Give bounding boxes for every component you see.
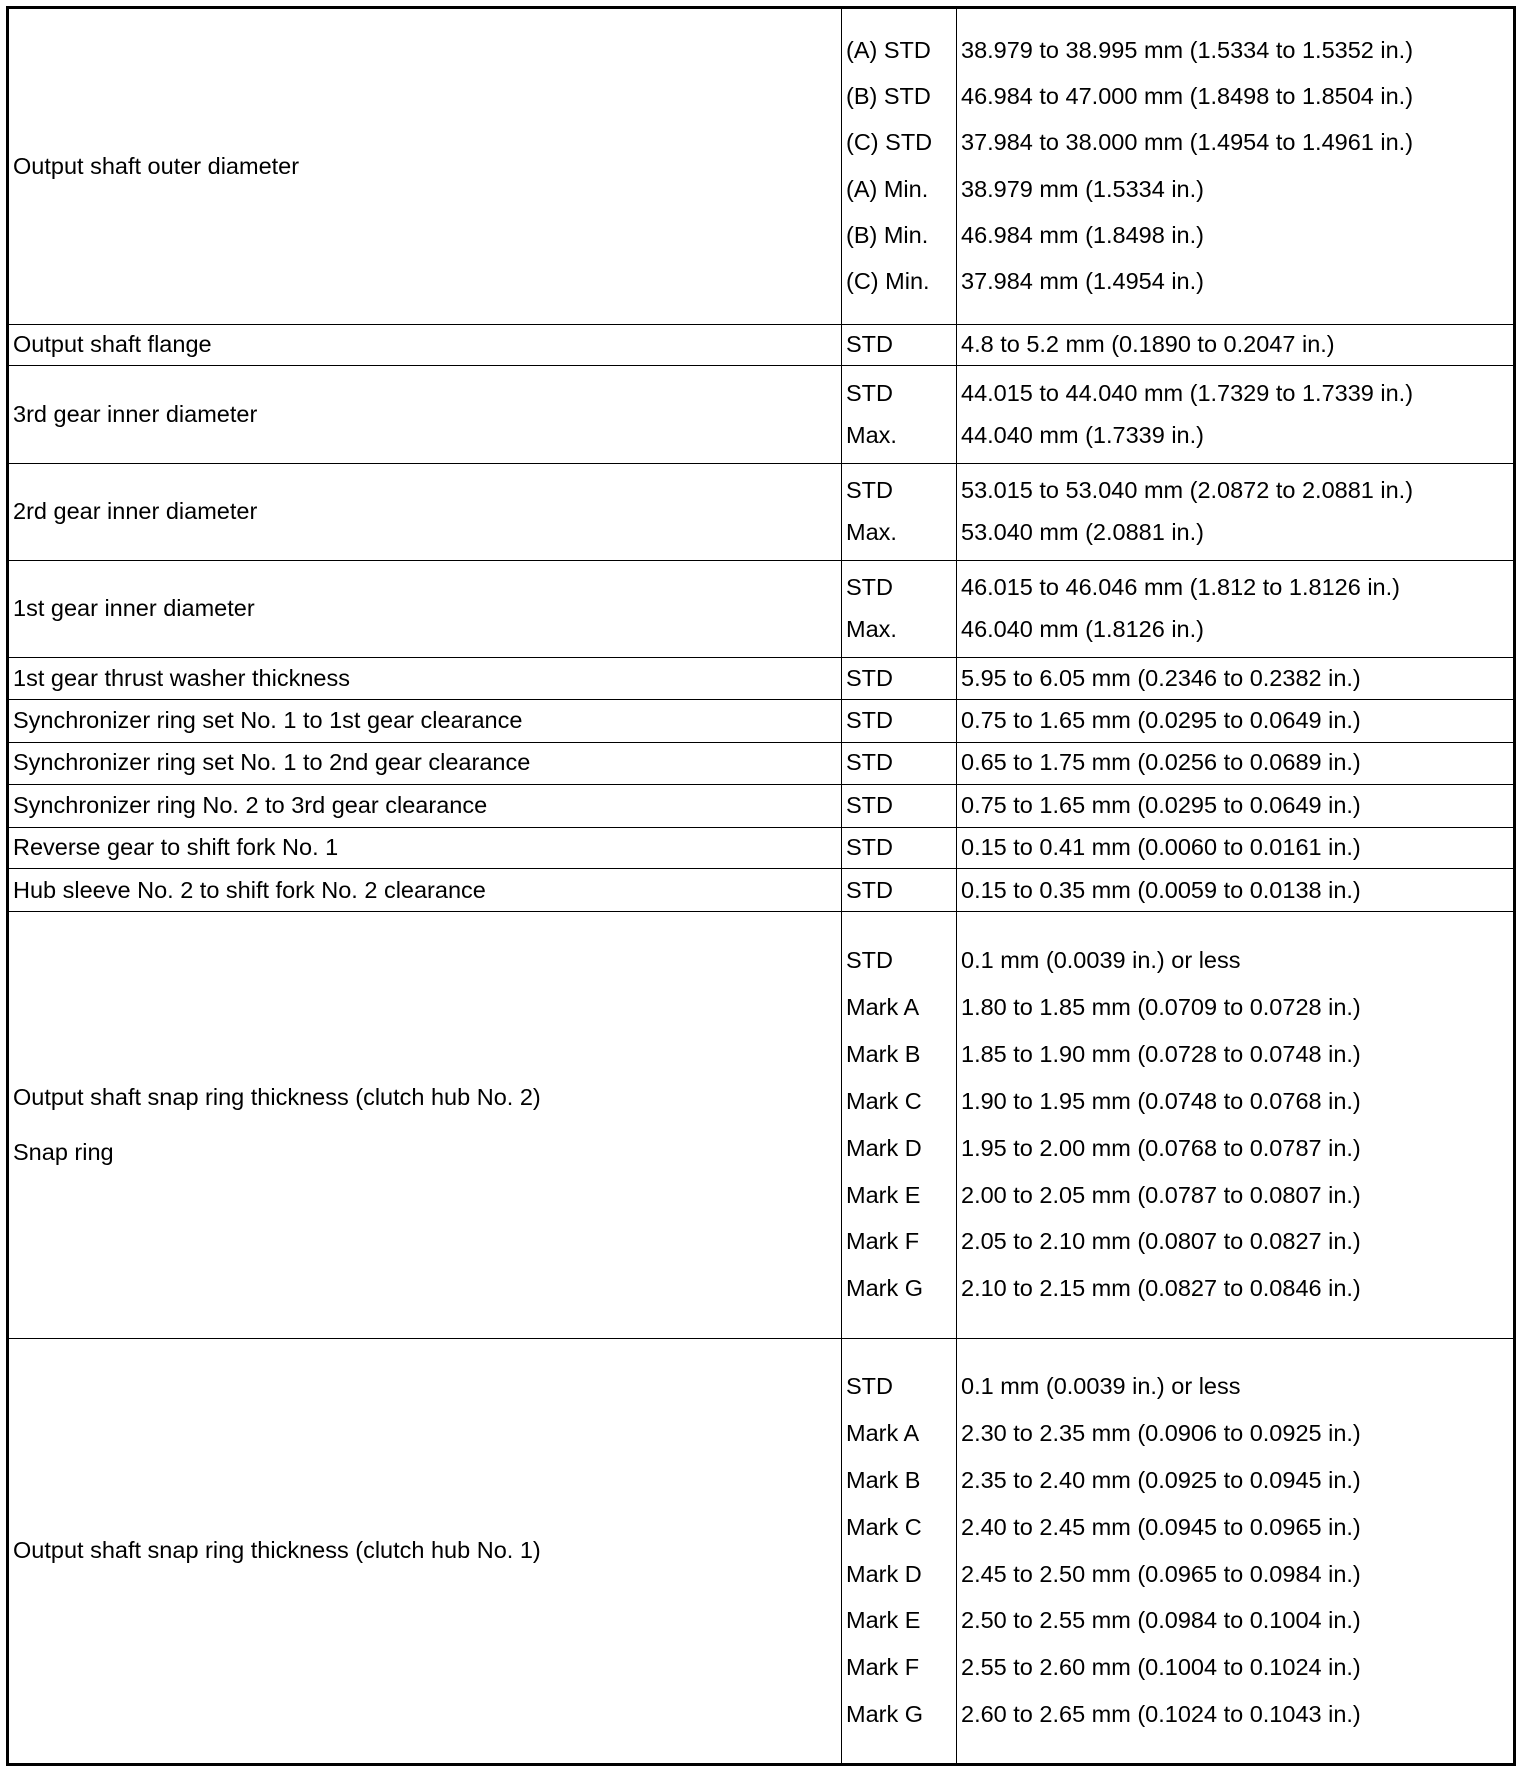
condition-label: Mark E xyxy=(846,1607,921,1634)
condition-cell xyxy=(842,1338,957,1764)
condition-cell xyxy=(842,463,957,560)
item-label: 1st gear thrust washer thickness xyxy=(13,664,350,691)
item-label: Output shaft outer diameter xyxy=(13,152,300,179)
table-row xyxy=(8,463,1515,560)
spec-value: 2.35 to 2.40 mm (0.0925 to 0.0945 in.) xyxy=(961,1466,1361,1493)
condition-label: Mark G xyxy=(846,1275,924,1302)
spec-value: 2.05 to 2.10 mm (0.0807 to 0.0827 in.) xyxy=(961,1228,1361,1255)
spec-value: 46.984 to 47.000 mm (1.8498 to 1.8504 in.) xyxy=(961,83,1414,110)
item-cell xyxy=(8,912,842,1338)
value-list xyxy=(961,703,1513,739)
condition-label: Mark A xyxy=(846,994,920,1021)
condition-list xyxy=(846,746,956,781)
item-cell xyxy=(8,784,842,827)
item-cell xyxy=(8,742,842,784)
value-list xyxy=(961,938,1513,1313)
condition-label: STD xyxy=(846,331,893,358)
spec-value: 1.85 to 1.90 mm (0.0728 to 0.0748 in.) xyxy=(961,1040,1361,1067)
spec-value: 2.45 to 2.50 mm (0.0965 to 0.0984 in.) xyxy=(961,1560,1361,1587)
value-list xyxy=(961,327,1513,362)
condition-label: Mark B xyxy=(846,1466,921,1493)
item-label: Output shaft snap ring thickness (clutch hub No. 2) xyxy=(13,1083,541,1110)
spec-value: 2.30 to 2.35 mm (0.0906 to 0.0925 in.) xyxy=(961,1419,1361,1446)
item-label: Synchronizer ring set No. 1 to 2nd gear clearance xyxy=(13,749,531,776)
condition-label: STD xyxy=(846,1373,893,1399)
item-label: 3rd gear inner diameter xyxy=(13,400,258,427)
value-list xyxy=(961,27,1513,305)
value-cell xyxy=(957,8,1515,325)
spec-value: 2.55 to 2.60 mm (0.1004 to 0.1024 in.) xyxy=(961,1654,1361,1681)
value-list xyxy=(961,831,1513,866)
item-label: 2rd gear inner diameter xyxy=(13,497,258,524)
condition-label: STD xyxy=(846,707,893,734)
spec-value: 2.60 to 2.65 mm (0.1024 to 0.1043 in.) xyxy=(961,1701,1361,1728)
spec-value: 0.75 to 1.65 mm (0.0295 to 0.0649 in.) xyxy=(961,791,1361,818)
item-cell xyxy=(8,560,842,657)
value-list xyxy=(961,661,1513,696)
spec-value: 44.040 mm (1.7339 in.) xyxy=(961,421,1204,448)
item-cell xyxy=(8,8,842,325)
condition-cell xyxy=(842,658,957,700)
condition-label: STD xyxy=(846,791,893,818)
spec-value: 5.95 to 6.05 mm (0.2346 to 0.2382 in.) xyxy=(961,664,1361,691)
value-cell xyxy=(957,324,1515,366)
condition-list xyxy=(846,373,956,457)
value-list xyxy=(961,1363,1513,1738)
condition-label: Mark E xyxy=(846,1181,921,1208)
condition-label: Mark A xyxy=(846,1419,920,1446)
table-row xyxy=(8,742,1515,784)
value-list xyxy=(961,746,1513,781)
spec-value: 1.80 to 1.85 mm (0.0709 to 0.0728 in.) xyxy=(961,994,1361,1021)
item-label: Reverse gear to shift fork No. 1 xyxy=(13,834,339,861)
condition-list xyxy=(846,327,956,362)
table-row xyxy=(8,1338,1515,1764)
value-list xyxy=(961,470,1513,554)
condition-label: STD xyxy=(846,749,893,776)
condition-label: STD xyxy=(846,876,893,903)
item-cell xyxy=(8,869,842,912)
condition-list xyxy=(846,661,956,696)
condition-cell xyxy=(842,324,957,366)
value-cell xyxy=(957,366,1515,463)
item-cell xyxy=(8,324,842,366)
item-label: Snap ring xyxy=(13,1138,114,1165)
condition-label: STD xyxy=(846,476,893,503)
item-cell xyxy=(8,366,842,463)
spec-value: 37.984 mm (1.4954 in.) xyxy=(961,268,1204,295)
condition-cell xyxy=(842,784,957,827)
condition-label: (A) STD xyxy=(846,36,931,63)
condition-list xyxy=(846,567,956,651)
value-cell xyxy=(957,699,1515,742)
condition-label: STD xyxy=(846,947,893,974)
condition-label: STD xyxy=(846,574,893,601)
condition-label: (A) Min. xyxy=(846,175,929,202)
item-label: Output shaft snap ring thickness (clutch hub No. 1) xyxy=(13,1537,541,1564)
spec-value: 4.8 to 5.2 mm (0.1890 to 0.2047 in.) xyxy=(961,331,1335,358)
spec-value: 44.015 to 44.040 mm (1.7329 to 1.7339 in.) xyxy=(961,379,1414,406)
item-cell xyxy=(8,658,842,700)
spec-value: 1.90 to 1.95 mm (0.0748 to 0.0768 in.) xyxy=(961,1087,1361,1114)
table-row xyxy=(8,366,1515,463)
condition-cell xyxy=(842,560,957,657)
condition-cell xyxy=(842,742,957,784)
condition-cell xyxy=(842,827,957,869)
spec-table-body xyxy=(8,8,1515,1765)
table-row xyxy=(8,912,1515,1338)
condition-label: STD xyxy=(846,834,893,861)
condition-label: Mark F xyxy=(846,1654,920,1681)
condition-label: Mark D xyxy=(846,1560,922,1587)
condition-label: Mark G xyxy=(846,1701,924,1728)
item-cell xyxy=(8,827,842,869)
condition-label: (B) STD xyxy=(846,83,931,110)
condition-list xyxy=(846,938,956,1313)
item-label: Hub sleeve No. 2 to shift fork No. 2 clearance xyxy=(13,876,486,903)
spec-value: 1.95 to 2.00 mm (0.0768 to 0.0787 in.) xyxy=(961,1134,1361,1161)
condition-label: (B) Min. xyxy=(846,222,929,248)
condition-label: Mark C xyxy=(846,1087,922,1114)
value-cell xyxy=(957,463,1515,560)
condition-cell xyxy=(842,912,957,1338)
item-lines xyxy=(13,1070,841,1180)
spec-value: 46.984 mm (1.8498 in.) xyxy=(961,222,1204,248)
condition-cell xyxy=(842,366,957,463)
item-cell xyxy=(8,463,842,560)
value-cell xyxy=(957,1338,1515,1764)
value-cell xyxy=(957,912,1515,1338)
spec-value: 38.979 mm (1.5334 in.) xyxy=(961,175,1204,202)
value-cell xyxy=(957,658,1515,700)
condition-label: (C) STD xyxy=(846,129,933,156)
condition-list xyxy=(846,831,956,866)
item-label: Synchronizer ring No. 2 to 3rd gear clearance xyxy=(13,791,488,818)
value-cell xyxy=(957,560,1515,657)
value-list xyxy=(961,373,1513,457)
table-row xyxy=(8,560,1515,657)
value-cell xyxy=(957,827,1515,869)
condition-label: Mark D xyxy=(846,1134,922,1161)
condition-label: Mark C xyxy=(846,1513,922,1540)
spec-value: 46.015 to 46.046 mm (1.812 to 1.8126 in.) xyxy=(961,574,1400,601)
value-list xyxy=(961,788,1513,824)
condition-label: Mark F xyxy=(846,1228,920,1255)
item-label: 1st gear inner diameter xyxy=(13,595,255,622)
spec-value: 0.75 to 1.65 mm (0.0295 to 0.0649 in.) xyxy=(961,707,1361,734)
condition-list xyxy=(846,872,956,908)
item-cell xyxy=(8,1338,842,1764)
condition-list xyxy=(846,703,956,739)
condition-list xyxy=(846,27,956,305)
spec-value: 0.15 to 0.35 mm (0.0059 to 0.0138 in.) xyxy=(961,876,1361,903)
spec-value: 0.15 to 0.41 mm (0.0060 to 0.0161 in.) xyxy=(961,834,1361,861)
value-list xyxy=(961,872,1513,908)
spec-value: 0.65 to 1.75 mm (0.0256 to 0.0689 in.) xyxy=(961,749,1361,776)
table-row xyxy=(8,658,1515,700)
table-row xyxy=(8,784,1515,827)
table-row xyxy=(8,8,1515,325)
spec-value: 2.50 to 2.55 mm (0.0984 to 0.1004 in.) xyxy=(961,1607,1361,1634)
condition-list xyxy=(846,1363,956,1738)
spec-value: 38.979 to 38.995 mm (1.5334 to 1.5352 in.) xyxy=(961,36,1414,63)
item-label: Synchronizer ring set No. 1 to 1st gear clearance xyxy=(13,707,523,734)
table-row xyxy=(8,827,1515,869)
condition-list xyxy=(846,788,956,824)
spec-value: 0.1 mm (0.0039 in.) or less xyxy=(961,947,1241,974)
condition-label: STD xyxy=(846,379,893,406)
spec-value: 53.040 mm (2.0881 in.) xyxy=(961,518,1204,545)
condition-label: Max. xyxy=(846,518,897,545)
condition-label: (C) Min. xyxy=(846,268,930,295)
table-row xyxy=(8,699,1515,742)
item-label: Output shaft flange xyxy=(13,331,212,358)
spec-table xyxy=(6,6,1516,1766)
item-cell xyxy=(8,699,842,742)
condition-cell xyxy=(842,699,957,742)
spec-value: 2.10 to 2.15 mm (0.0827 to 0.0846 in.) xyxy=(961,1275,1361,1302)
condition-label: Max. xyxy=(846,616,897,643)
table-row xyxy=(8,869,1515,912)
value-cell xyxy=(957,869,1515,912)
condition-cell xyxy=(842,8,957,325)
value-cell xyxy=(957,742,1515,784)
condition-cell xyxy=(842,869,957,912)
spec-value: 0.1 mm (0.0039 in.) or less xyxy=(961,1373,1241,1399)
value-cell xyxy=(957,784,1515,827)
condition-list xyxy=(846,470,956,554)
condition-label: STD xyxy=(846,664,893,691)
condition-label: Max. xyxy=(846,421,897,448)
table-row xyxy=(8,324,1515,366)
spec-value: 53.015 to 53.040 mm (2.0872 to 2.0881 in.) xyxy=(961,476,1414,503)
spec-value: 2.40 to 2.45 mm (0.0945 to 0.0965 in.) xyxy=(961,1513,1361,1540)
spec-value: 46.040 mm (1.8126 in.) xyxy=(961,616,1204,643)
spec-value: 2.00 to 2.05 mm (0.0787 to 0.0807 in.) xyxy=(961,1181,1361,1208)
value-list xyxy=(961,567,1513,651)
condition-label: Mark B xyxy=(846,1040,921,1067)
spec-value: 37.984 to 38.000 mm (1.4954 to 1.4961 in.) xyxy=(961,129,1414,156)
